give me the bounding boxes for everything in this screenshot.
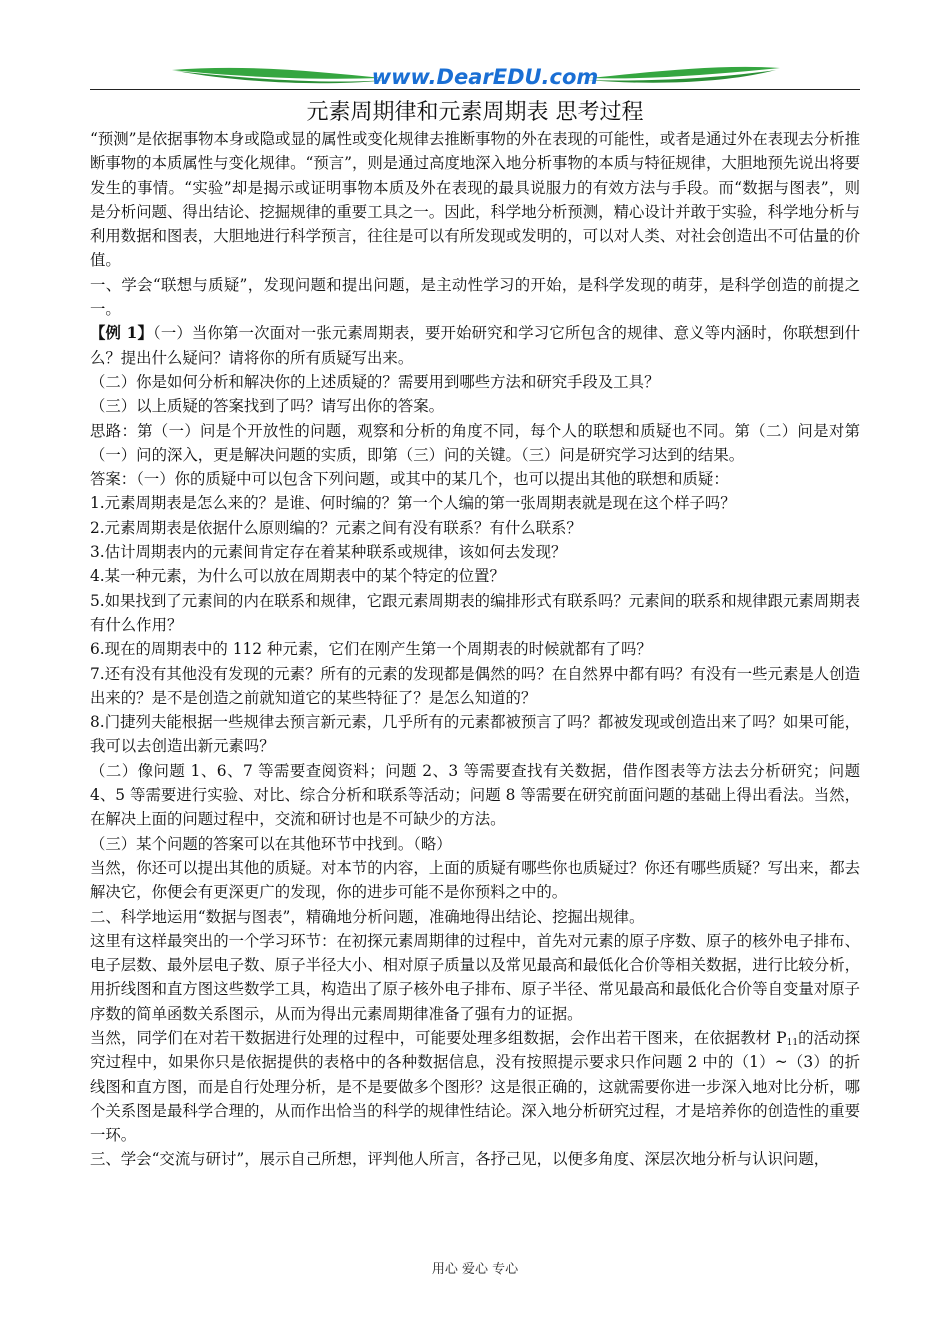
paragraph [90, 321, 860, 370]
example-label: 【例 1】 [90, 324, 153, 343]
paragraph: 这里有这样最突出的一个学习环节：在初探元素周期律的过程中，首先对元素的原子序数、原子的核外电子排布、电子层数、最外层电子数、原子半径大小、相对原子质量以及常见最高和最低化合价等相关数据，进行比较分析，用折线图和直方图这些数学工具，构造出了原子核外电子排布、原子半径、常见最高和最低化合价等自变量对原子序数的简单函数关系图示，从而为得出元素周期律准备了强有力的证据。 [90, 931, 860, 1023]
list-item: 6.现在的周期表中的 112 种元素，它们在刚产生第一个周期表的时候就都有了吗？ [90, 640, 652, 659]
list-item: 5.如果找到了元素间的内在联系和规律，它跟元素周期表的编排形式有联系吗？元素间的联系和规律跟元素周期表有什么作用？ [90, 591, 860, 634]
site-header-banner [90, 58, 860, 98]
text-run: 当然，同学们在对若干数据进行处理的过程中，可能要处理多组数据，会作出若干图来，在依据教材 P [90, 1028, 787, 1047]
text-run: 的活动探究过程中，如果你只是依据提供的表格中的各种数据信息，没有按照提示要求只作问题 2 中的（1）~（3）的折线图和直方图，而是自行处理分析，是不是要做多个图形？这是很正确的，这就需要你进一步深入地对比分析，哪个关系图是最科学合理的，从而作出恰当的科学的规律性结论。深入地分析研究过程，才是培养你的创造性的重要一环。 [90, 1028, 860, 1145]
paragraph: （二）你是如何分析和解决你的上述质疑的？需要用到哪些方法和研究手段及工具？ [90, 372, 660, 391]
paragraph: 思路：第（一）问是个开放性的问题，观察和分析的角度不同，每个人的联想和质疑也不同。第（二）问是对第（一）问的深入，更是解决问题的实质，即第（三）问的关键。（三）问是研究学习达到的结果。 [90, 421, 860, 464]
page-footer: 用心 爱心 专心 [431, 1262, 519, 1277]
paragraph: （三）以上质疑的答案找到了吗？请写出你的答案。 [90, 397, 444, 416]
list-item: 1.元素周期表是怎么来的？是谁、何时编的？第一个人编的第一张周期表就是现在这个样子吗？ [90, 494, 736, 513]
swoosh-logo-icon [90, 58, 860, 98]
paragraph: 当然，你还可以提出其他的质疑。对本节的内容，上面的质疑有哪些你也质疑过？你还有哪些质疑？写出来，都去解决它，你便会有更深更广的发现，你的进步可能不是你预料之中的。 [90, 858, 860, 902]
paragraph: （三）某个问题的答案可以在其他环节中找到。（略） [90, 834, 452, 853]
paragraph [90, 1026, 860, 1147]
paragraph: “预测”是依据事物本身或隐或显的属性或变化规律去推断事物的外在表现的可能性，或者是通过外在表现去分析推断事物的本质属性与变化规律。“预言”，则是通过高度地深入地分析事物的本质与特征规律，大胆地预先说出将要发生的事情。“实验”却是揭示或证明事物本质及外在表现的最具说服力的有效方法与手段。而“数据与图表”，则是分析问题、得出结论、挖掘规律的重要工具之一。因此，科学地分析预测，精心设计并敢于实验，科学地分析与利用数据和图表，大胆地进行科学预言，往往是可以有所发现或发明的，可以对人类、对社会创造出不可估量的价值。 [90, 130, 860, 270]
list-item: 8.门捷列夫能根据一些规律去预言新元素，几乎所有的元素都被预言了吗？都被发现或创造出来了吗？如果可能，我可以去创造出新元素吗？ [90, 713, 860, 756]
header-rule [90, 89, 860, 90]
list-item: 2.元素周期表是依据什么原则编的？元素之间有没有联系？有什么联系？ [90, 518, 582, 537]
site-name: www.DearEDU.com [371, 65, 599, 89]
paragraph: 答案：（一）你的质疑中可以包含下列问题，或其中的某几个，也可以提出其他的联想和质疑： [90, 470, 729, 489]
document-body [90, 127, 860, 1172]
list-item: 3.估计周期表内的元素间肯定存在着某种联系或规律，该如何去发现？ [90, 543, 567, 562]
page-title: 元素周期律和元素周期表 思考过程 [306, 100, 644, 125]
list-item: 7.还有没有其他没有发现的元素？所有的元素的发现都是偶然的吗？在自然界中都有吗？有没有一些元素是人创造出来的？是不是创造之前就知道它的某些特征了？是怎么知道的？ [90, 664, 860, 707]
subscript: 11 [786, 1037, 799, 1048]
section-heading: 三、学会“交流与研讨”，展示自己所想，评判他人所言，各抒己见，以便多角度、深层次地分析与认识问题， [90, 1150, 830, 1169]
list-item: 4.某一种元素，为什么可以放在周期表中的某个特定的位置？ [90, 567, 505, 586]
paragraph: （二）像问题 1、6、7 等需要查阅资料；问题 2、3 等需要查找有关数据，借作图表等方法去分析研究；问题 4、5 等需要进行实验、对比、综合分析和联系等活动；问题 8 等需要在研究前面问题的基础上得出看法。当然，在解决上面的问题过程中，交流和研讨也是不可缺少的方法。 [90, 761, 860, 829]
section-heading: 二、科学地运用“数据与图表”，精确地分析问题，准确地得出结论、挖掘出规律。 [90, 907, 645, 926]
section-heading: 一、学会“联想与质疑”，发现问题和提出问题，是主动性学习的开始，是科学发现的萌芽，是科学创造的前提之一。 [90, 275, 860, 319]
example-text: （一）当你第一次面对一张元素周期表，要开始研究和学习它所包含的规律、意义等内涵时，你联想到什么？提出什么疑问？请将你的所有质疑写出来。 [90, 324, 860, 367]
